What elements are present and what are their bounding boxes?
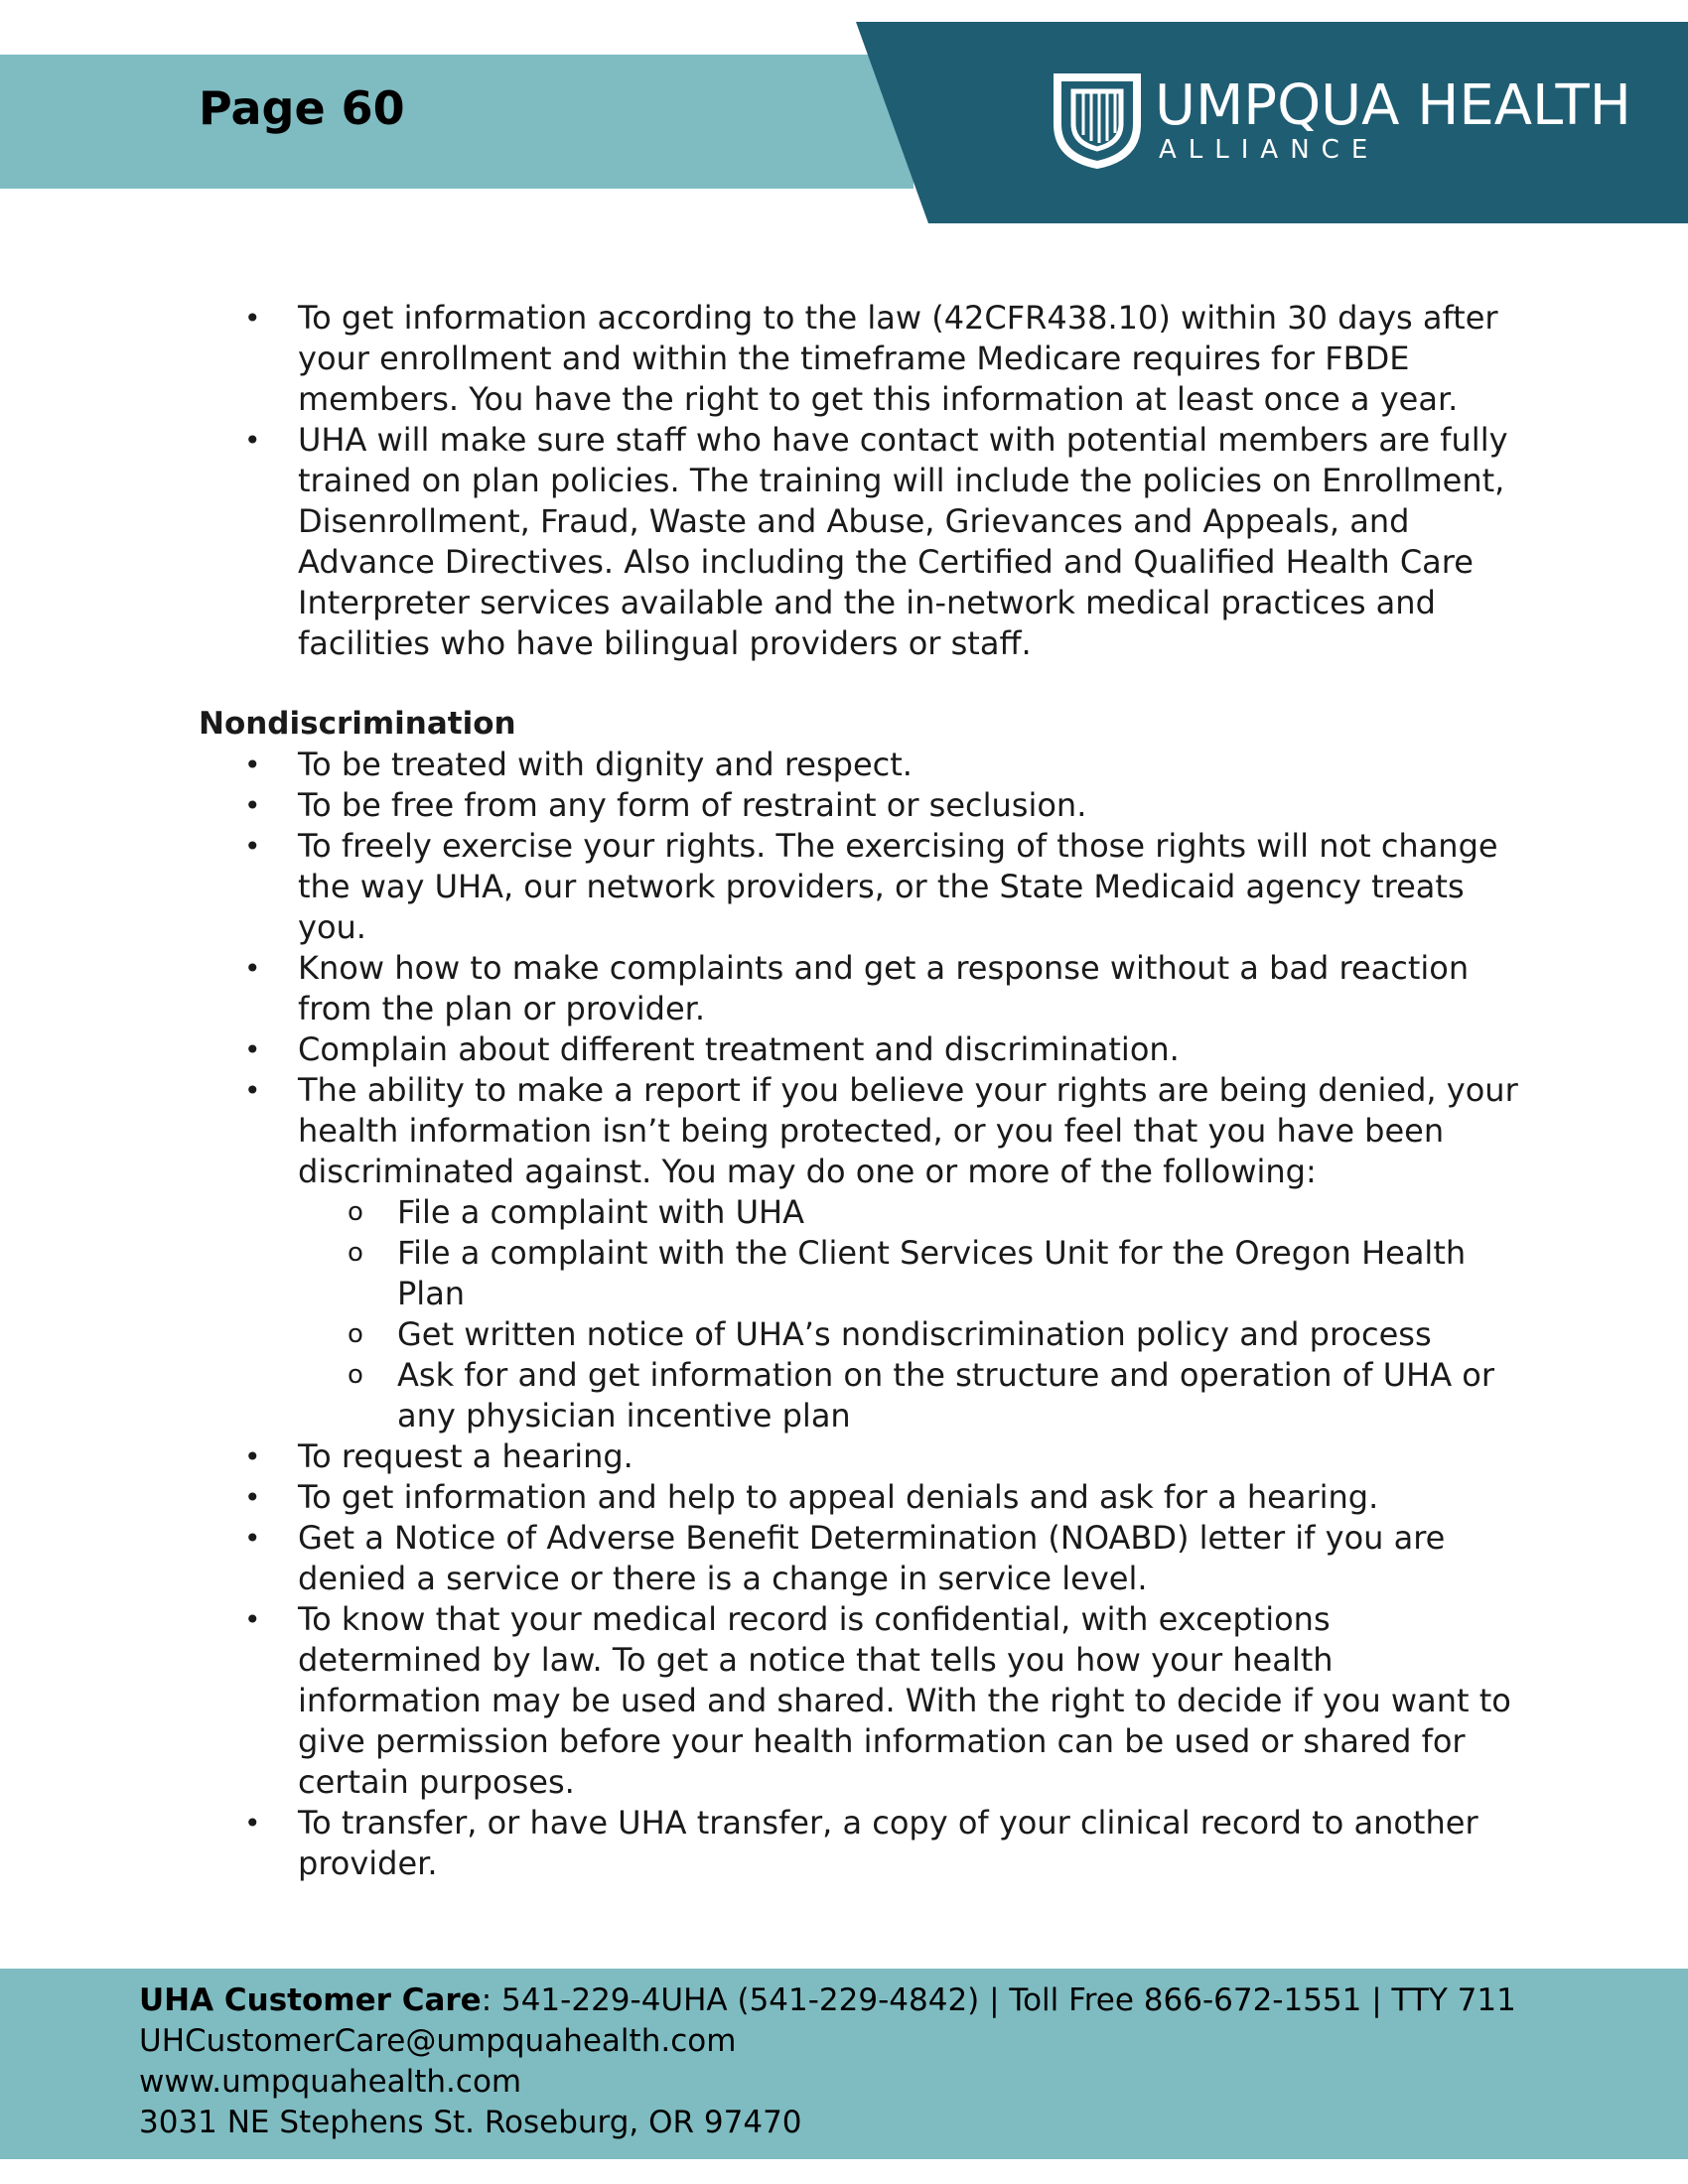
list-item: • To know that your medical record is confidential, with exceptions determined by law. To get a notice that tells you how your health information may be used and shared. With the right to decide if you want to give permission before your health information can be used or shared for certain purposes. [298,1599,1519,1803]
footer-address: 3031 NE Stephens St. Roseburg, OR 97470 [139,2105,802,2140]
list-item-with-sublist [298,1070,1519,1436]
page-number: Page 60 [199,81,405,135]
list-item: • To be treated with dignity and respect. [298,745,1519,785]
sub-list-item: o File a complaint with the Client Services Unit for the Oregon Health Plan [397,1233,1519,1314]
customer-care-line [139,1980,1516,2021]
list-item: • Complain about different treatment and discrimination. [298,1029,1519,1070]
nondiscrimination-bullet-list [199,745,1519,1884]
logo-name: UMPQUA HEALTH [1155,73,1631,138]
sub-bullet-list [298,1192,1519,1436]
list-item: • UHA will make sure staff who have contact with potential members are fully trained on plan policies. The training will include the policies on Enrollment, Disenrollment, Fraud, Waste and Abuse, Grievances and Appeals, and Advance Directives. Also including the Certified and Qualified Health Care Interpreter services available and the in-network medical practices and facilities who have bilingual providers or staff. [298,420,1519,664]
uha-shield-icon [1048,69,1147,169]
customer-care-numbers: : 541-229-4UHA (541-229-4842) | Toll Free 866-672-1551 | TTY 711 [481,1982,1516,2018]
footer-website[interactable]: www.umpquahealth.com [139,2064,522,2100]
footer-contact [139,1980,1516,2143]
list-item: • Know how to make complaints and get a response without a bad reaction from the plan or provider. [298,948,1519,1029]
list-item: • To transfer, or have UHA transfer, a copy of your clinical record to another provider. [298,1803,1519,1884]
intro-bullet-list [199,298,1519,664]
list-item: • To request a hearing. [298,1436,1519,1477]
footer-email[interactable]: UHCustomerCare@umpquahealth.com [139,2023,737,2059]
sub-list-item: o File a complaint with UHA [397,1192,1519,1233]
list-item: • To be free from any form of restraint or seclusion. [298,785,1519,826]
list-item: • To get information according to the law (42CFR438.10) within 30 days after your enrollment and within the timeframe Medicare requires for FBDE members. You have the right to get this information at least once a year. [298,298,1519,420]
customer-care-label: UHA Customer Care [139,1982,482,2018]
sub-list-item: o Ask for and get information on the structure and operation of UHA or any physician incentive plan [397,1355,1519,1436]
section-heading-nondiscrimination: Nondiscrimination [199,706,516,742]
list-item: • To get information and help to appeal denials and ask for a hearing. [298,1477,1519,1518]
sub-list-item: o Get written notice of UHA’s nondiscrimination policy and process [397,1314,1519,1355]
list-item: • Get a Notice of Adverse Benefit Determination (NOABD) letter if you are denied a service or there is a change in service level. [298,1518,1519,1599]
list-item: • To freely exercise your rights. The exercising of those rights will not change the way UHA, our network providers, or the State Medicaid agency treats you. [298,826,1519,948]
page-content [199,298,1519,1884]
list-item-text: The ability to make a report if you believe your rights are being denied, your health information isn’t being protected, or you feel that you have been discriminated against. You may do one or more of the following: [298,1071,1518,1190]
umpqua-health-logo [1048,69,1633,169]
logo-subtitle: ALLIANCE [1159,135,1380,165]
footer-band [0,1969,1688,2159]
